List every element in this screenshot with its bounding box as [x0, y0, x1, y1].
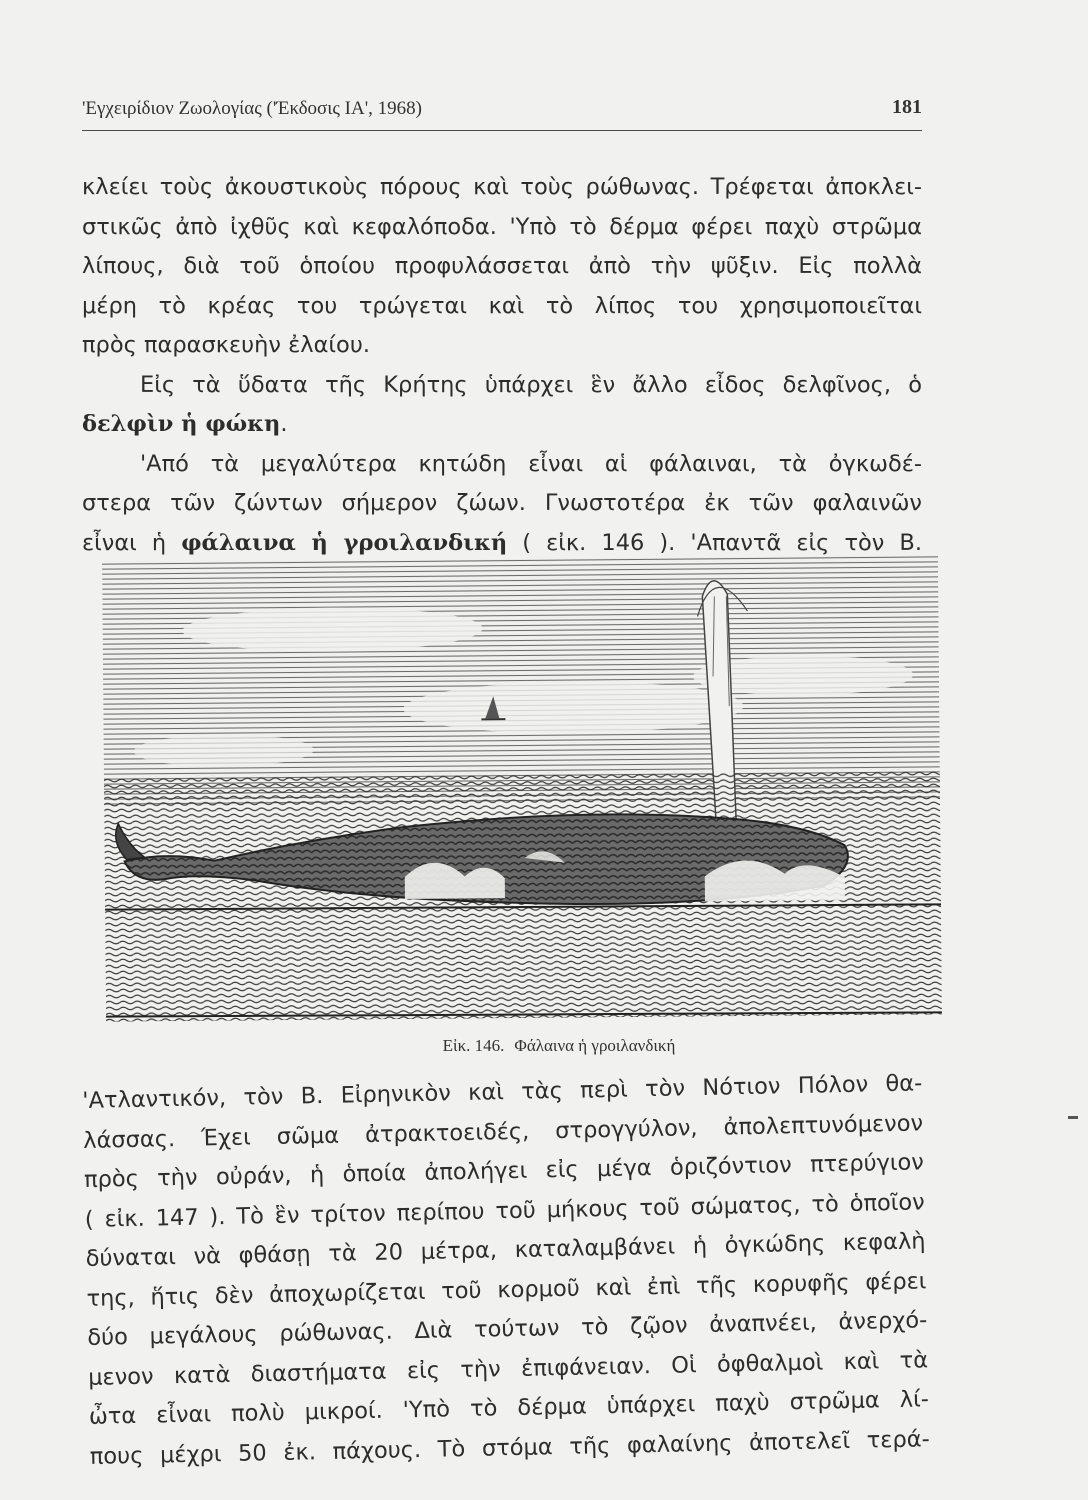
- text-block-top: [82, 168, 922, 563]
- figure-caption: [0, 1036, 1088, 1056]
- text-line: ὦτα εἶναι πολὺ μικροί. 'Υπὸ τὸ δέρμα ὑπάρχει παχὺ στρῶμα λί-: [88, 1386, 930, 1430]
- text-line: 'Ατλαντικόν, τὸν Β. Εἰρηνικὸν καὶ τὰς περὶ τὸν Νότιον Πόλον θα-: [82, 1070, 923, 1114]
- text-fragment: εἶναι ἡ: [82, 529, 182, 556]
- text-line: πρὸς παρασκευὴν ἐλαίου.: [82, 332, 370, 358]
- text-line: ( εἰκ. 147 ). Τὸ ἓν τρίτον περίπου τοῦ μήκους τοῦ σώματος, τὸ ὁποῖον: [84, 1188, 925, 1233]
- caption-text: Φάλαινα ἡ γροιλανδική: [514, 1036, 676, 1055]
- whale-illustration: [102, 554, 942, 1021]
- text-line: 'Από τὰ μεγαλύτερα κητώδη εἶναι αἱ φάλαιναι, τὰ ὀγκωδέ-: [140, 450, 922, 477]
- text-line: δύναται νὰ φθάσῃ τὰ 20 μέτρα, καταλαμβάνει ἡ ὀγκώδης κεφαλὴ: [85, 1228, 926, 1272]
- text-line: κλείει τοὺς ἀκουστικοὺς πόρους καὶ τοὺς ρώθωνας. Τρέφεται ἀποκλει-: [82, 174, 922, 200]
- margin-mark: [1068, 1116, 1078, 1119]
- text-line: μενον κατὰ διαστήματα εἰς τὴν ἐπιφάνειαν. Οἱ ὀφθαλμοὶ καὶ τὰ: [87, 1346, 929, 1391]
- species-term: φάλαινα ἡ γροιλανδική: [181, 529, 508, 556]
- text-line: πους μέχρι 50 ἐκ. πάχους. Τὸ στόμα τῆς φαλαίνης ἀποτελεῖ τερά-: [89, 1425, 930, 1470]
- text-line: της, ἥτις δὲν ἀποχωρίζεται τοῦ κορμοῦ καὶ ἐπὶ τῆς κορυφῆς φέρει: [86, 1267, 927, 1312]
- species-term: δελφὶν ἡ φώκη: [82, 411, 281, 437]
- text-line: Εἰς τὰ ὕδατα τῆς Κρήτης ὑπάρχει ἓν ἄλλο εἶδος δελφῖνος, ὁ: [140, 371, 922, 398]
- text-line: μέρη τὸ κρέας του τρώγεται καὶ τὸ λίπος του χρησιμοποιεῖται: [82, 292, 922, 319]
- text-fragment: .: [280, 411, 288, 437]
- whale-engraving: [102, 554, 942, 1021]
- text-line: στικῶς ἀπὸ ἰχθῦς καὶ κεφαλόποδα. 'Υπὸ τὸ δέρμα φέρει παχὺ στρῶμα: [82, 213, 922, 240]
- text-line: πρὸς τὴν οὐράν, ἡ ὁποία ἀπολήγει εἰς μέγα ὁριζόντιον πτερύγιον: [83, 1149, 925, 1193]
- text-line: [82, 405, 922, 445]
- text-block-bottom: [82, 1064, 930, 1477]
- caption-label: Εἰκ. 146.: [442, 1036, 505, 1055]
- page-number: 181: [892, 96, 922, 118]
- text-line: λίπους, διὰ τοῦ ὁποίου προφυλάσσεται ἀπὸ τὴν ψῦξιν. Εἰς πολλὰ: [82, 253, 922, 279]
- running-title: 'Εγχειρίδιον Ζωολογίας ('Έκδοσις ΙΑ', 1968): [82, 98, 422, 119]
- text-fragment: ( εἰκ. 146 ). 'Απαντᾶ εἰς τὸν Β.: [507, 529, 922, 556]
- running-header: [82, 96, 922, 131]
- text-line: στερα τῶν ζώντων σήμερον ζώων. Γνωστοτέρα ἐκ τῶν φαλαινῶν: [82, 490, 922, 516]
- text-line: δύο μεγάλους ρώθωνας. Διὰ τούτων τὸ ζῷον ἀναπνέει, ἀνερχό-: [87, 1307, 928, 1351]
- text-line: λάσσας. Έχει σῶμα ἀτρακτοειδές, στρογγύλον, ἀπολεπτυνόμενον: [82, 1109, 924, 1154]
